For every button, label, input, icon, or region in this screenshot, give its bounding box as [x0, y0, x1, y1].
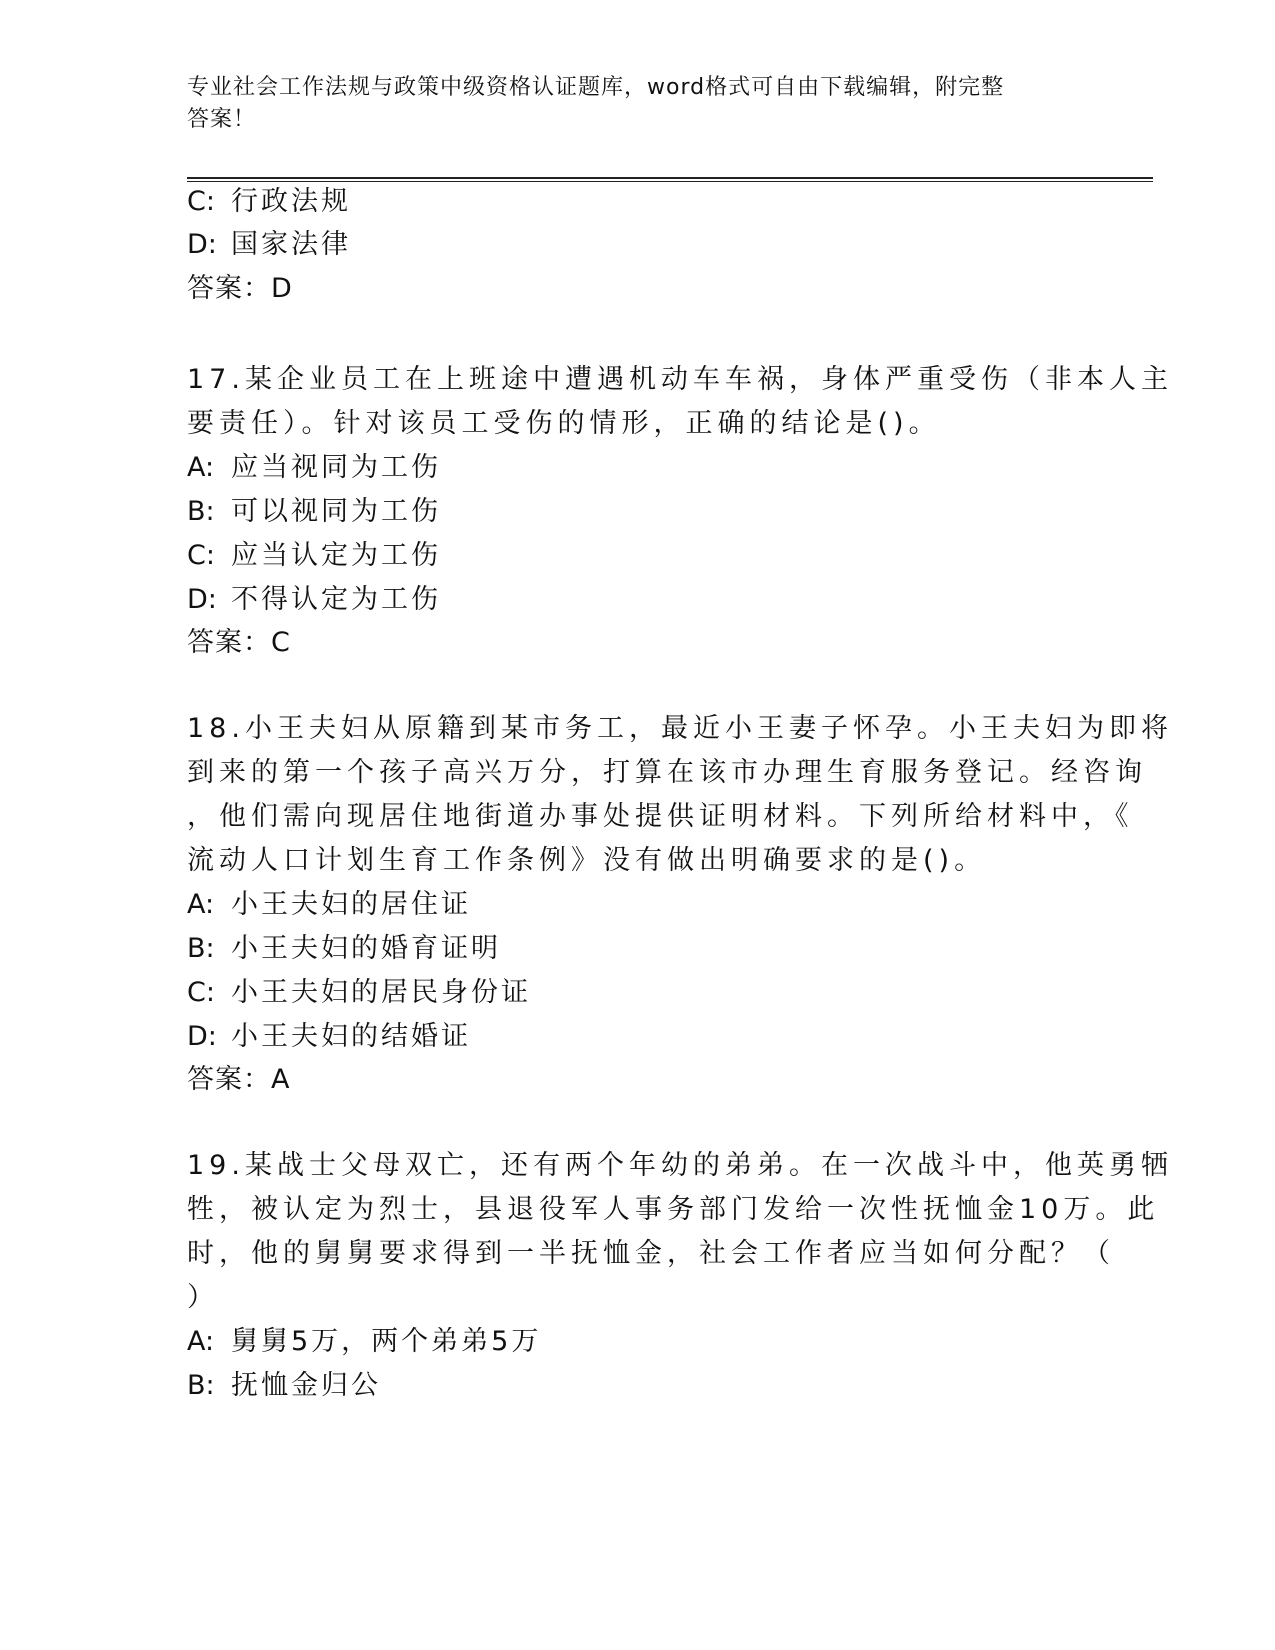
document-header	[187, 72, 1067, 136]
option-c: C: 行政法规	[187, 186, 351, 217]
header-title-line-1: 专业社会工作法规与政策中级资格认证题库，word格式可自由下载编辑，附完整	[187, 75, 1005, 100]
header-title-line-2: 答案！	[187, 107, 257, 132]
question-18-text-line-3: ，他们需向现居住地街道办事处提供证明材料。下列所给材料中，《	[187, 801, 1134, 832]
question-18-text-line-4: 流动人口计划生育工作条例》没有做出明确要求的是()。	[187, 845, 987, 876]
question-19-option-b: B: 抚恤金归公	[187, 1370, 381, 1401]
question-17-text-line-1: 17.某企业员工在上班途中遭遇机动车车祸，身体严重受伤（非本人主	[187, 364, 1173, 395]
question-18-answer: 答案：A	[187, 1064, 291, 1095]
question-18-text-line-1: 18.小王夫妇从原籍到某市务工，最近小王妻子怀孕。小王夫妇为即将	[187, 713, 1173, 744]
question-18-option-a: A: 小王夫妇的居住证	[187, 889, 471, 920]
question-17-option-a: A: 应当视同为工伤	[187, 452, 441, 483]
question-17-option-d: D: 不得认定为工伤	[187, 584, 441, 615]
question-18-text-line-2: 到来的第一个孩子高兴万分，打算在该市办理生育服务登记。经咨询	[187, 757, 1147, 788]
question-18-option-c: C: 小王夫妇的居民身份证	[187, 977, 531, 1008]
question-18-option-d: D: 小王夫妇的结婚证	[187, 1021, 471, 1052]
question-17-answer: 答案：C	[187, 627, 291, 658]
question-19-text-line-2: 牲，被认定为烈士，县退役军人事务部门发给一次性抚恤金10万。此	[187, 1194, 1160, 1225]
question-17-option-b: B: 可以视同为工伤	[187, 496, 441, 527]
answer-line: 答案：D	[187, 273, 293, 304]
question-19-text-line-1: 19.某战士父母双亡，还有两个年幼的弟弟。在一次战斗中，他英勇牺	[187, 1150, 1173, 1181]
question-18-option-b: B: 小王夫妇的婚育证明	[187, 933, 501, 964]
question-17-option-c: C: 应当认定为工伤	[187, 540, 441, 571]
question-19-text-line-4: ）	[187, 1282, 219, 1313]
question-17-text-line-2: 要责任）。针对该员工受伤的情形，正确的结论是()。	[187, 408, 941, 439]
question-19-text-line-3: 时，他的舅舅要求得到一半抚恤金，社会工作者应当如何分配？（	[187, 1238, 1115, 1269]
question-19-option-a: A: 舅舅5万，两个弟弟5万	[187, 1326, 542, 1357]
option-d: D: 国家法律	[187, 229, 351, 260]
